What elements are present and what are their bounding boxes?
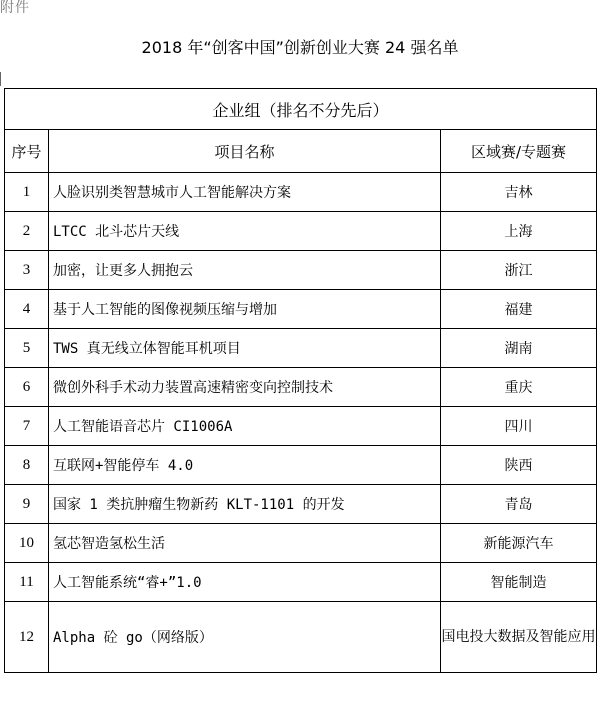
region-name: 新能源汽车 bbox=[441, 524, 597, 563]
row-number: 11 bbox=[5, 563, 49, 602]
project-name: 互联网+智能停车 4.0 bbox=[49, 446, 441, 485]
project-name: 加密，让更多人拥抱云 bbox=[49, 251, 441, 290]
project-name: 国家 1 类抗肿瘤生物新药 KLT-1101 的开发 bbox=[49, 485, 441, 524]
project-name: 人工智能系统“睿+”1.0 bbox=[49, 563, 441, 602]
table-row bbox=[5, 212, 597, 251]
table-row bbox=[5, 485, 597, 524]
table-row bbox=[5, 251, 597, 290]
region-name: 智能制造 bbox=[441, 563, 597, 602]
table-row bbox=[5, 407, 597, 446]
row-number: 8 bbox=[5, 446, 49, 485]
project-name: TWS 真无线立体智能耳机项目 bbox=[49, 329, 441, 368]
region-name: 国电投大数据及智能应用 bbox=[441, 602, 597, 673]
project-name: 人工智能语音芯片 CI1006A bbox=[49, 407, 441, 446]
row-number: 10 bbox=[5, 524, 49, 563]
row-number: 12 bbox=[5, 602, 49, 673]
table-row bbox=[5, 173, 597, 212]
region-name: 青岛 bbox=[441, 485, 597, 524]
table-row bbox=[5, 290, 597, 329]
row-number: 6 bbox=[5, 368, 49, 407]
project-name: 微创外科手术动力装置高速精密变向控制技术 bbox=[49, 368, 441, 407]
table-group-row bbox=[5, 89, 597, 130]
table-row bbox=[5, 368, 597, 407]
region-name: 上海 bbox=[441, 212, 597, 251]
region-name: 浙江 bbox=[441, 251, 597, 290]
project-name: 氢芯智造氢松生活 bbox=[49, 524, 441, 563]
region-name: 福建 bbox=[441, 290, 597, 329]
project-name: LTCC 北斗芯片天线 bbox=[49, 212, 441, 251]
table-row bbox=[5, 446, 597, 485]
table-header-row bbox=[5, 130, 597, 173]
region-name: 陕西 bbox=[441, 446, 597, 485]
row-number: 4 bbox=[5, 290, 49, 329]
project-name: 基于人工智能的图像视频压缩与增加 bbox=[49, 290, 441, 329]
region-name: 湖南 bbox=[441, 329, 597, 368]
project-name: 人脸识别类智慧城市人工智能解决方案 bbox=[49, 173, 441, 212]
row-number: 5 bbox=[5, 329, 49, 368]
column-header-project: 项目名称 bbox=[49, 130, 441, 173]
row-number: 2 bbox=[5, 212, 49, 251]
row-number: 3 bbox=[5, 251, 49, 290]
region-name: 吉林 bbox=[441, 173, 597, 212]
table-row bbox=[5, 563, 597, 602]
row-number: 7 bbox=[5, 407, 49, 446]
row-number: 1 bbox=[5, 173, 49, 212]
attachment-label: 附件 bbox=[0, 0, 30, 16]
region-name: 四川 bbox=[441, 407, 597, 446]
group-header: 企业组（排名不分先后） bbox=[5, 89, 597, 130]
table-row bbox=[5, 602, 597, 673]
project-name: Alpha 砼 go（网络版） bbox=[49, 602, 441, 673]
row-number: 9 bbox=[5, 485, 49, 524]
margin-tick bbox=[0, 72, 1, 86]
column-header-number: 序号 bbox=[5, 130, 49, 173]
table-row bbox=[5, 524, 597, 563]
winners-table bbox=[4, 88, 597, 673]
document-title: 2018 年“创客中国”创新创业大赛 24 强名单 bbox=[141, 38, 459, 57]
column-header-region: 区域赛/专题赛 bbox=[441, 130, 597, 173]
region-name: 重庆 bbox=[441, 368, 597, 407]
table-row bbox=[5, 329, 597, 368]
